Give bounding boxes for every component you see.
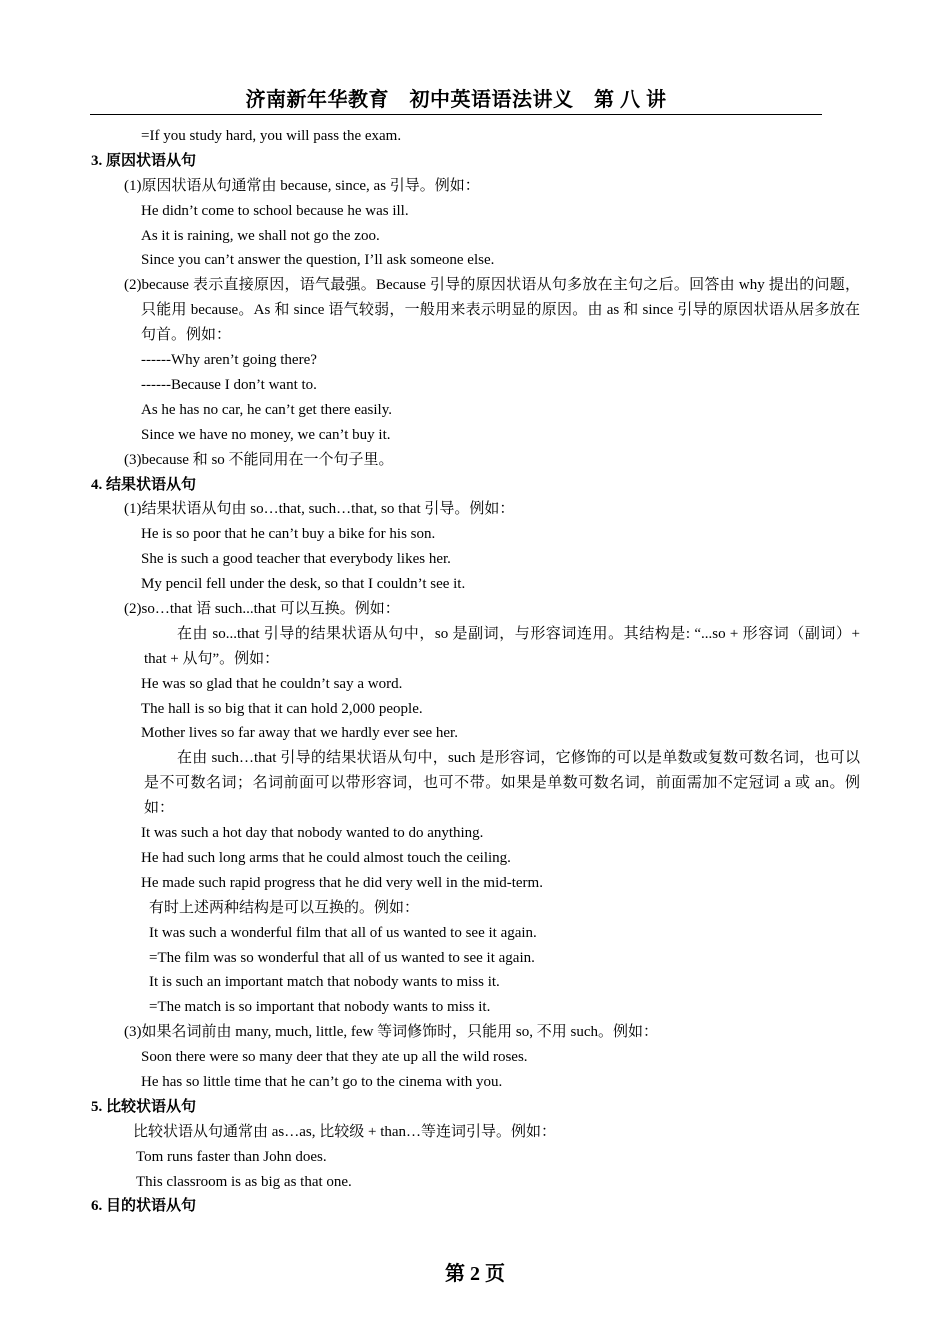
example-sentence: ------Because I don’t want to. (141, 376, 317, 393)
rule-item: (3)如果名词前由 many, much, little, few 等词修饰时，只能用 so, 不用 such。例如： (124, 1024, 658, 1041)
page-header: 济南新年华教育 初中英语语法讲义 第 八 讲 (90, 86, 822, 115)
example-sentence: As he has no car, he can’t get there easily. (141, 401, 392, 418)
section-heading: 4. 结果状语从句 (91, 476, 197, 493)
rule-item: (1)结果状语从句由 so…that, such…that, so that 引导。例如： (124, 501, 515, 518)
example-sentence: ------Why aren’t going there? (141, 352, 317, 369)
rule-item: (1)原因状语从句通常由 because, since, as 引导。例如： (124, 177, 480, 194)
section-heading: 6. 目的状语从句 (91, 1198, 197, 1215)
example-sentence: He has so little time that he can’t go to the cinema with you. (141, 1073, 503, 1090)
example-sentence: He didn’t come to school because he was ill. (141, 202, 409, 219)
example-sentence: He was so glad that he couldn’t say a word. (141, 675, 403, 692)
rule-item: (3)because 和 so 不能同用在一个句子里。 (124, 451, 394, 468)
example-sentence: Tom runs faster than John does. (136, 1148, 327, 1165)
example-sentence: She is such a good teacher that everybody likes her. (141, 551, 451, 568)
example-sentence: It was such a wonderful film that all of us wanted to see it again. (149, 924, 537, 941)
example-sentence: It is such an important match that nobody wants to miss it. (149, 974, 500, 991)
document-body (0, 124, 950, 1219)
example-sentence: He made such rapid progress that he did very well in the mid-term. (141, 874, 543, 891)
rule-paragraph: 在由 so...that 引导的结果状语从句中，so 是副词，与形容词连用。其结构是: “...so + 形容词（副词）+ that + 从句”。例如： (144, 625, 860, 667)
page-number: 第 2 页 (445, 1263, 505, 1285)
example-sentence: He is so poor that he can’t buy a bike for his son. (141, 526, 436, 543)
rule-note: 比较状语从句通常由 as…as, 比较级 + than…等连词引导。例如： (133, 1123, 557, 1140)
example-sentence: Soon there were so many deer that they ate up all the wild roses. (141, 1049, 528, 1066)
example-sentence: =The film was so wonderful that all of us wanted to see it again. (149, 949, 535, 966)
example-sentence: Mother lives so far away that we hardly ever see her. (141, 725, 458, 742)
section-heading: 3. 原因状语从句 (91, 152, 197, 169)
example-sentence: =If you study hard, you will pass the exam. (141, 128, 402, 144)
example-sentence: It was such a hot day that nobody wanted to do anything. (141, 825, 484, 842)
rule-item: (2)so…that 语 such...that 可以互换。例如： (124, 600, 400, 617)
example-sentence: He had such long arms that he could almost touch the ceiling. (141, 849, 511, 866)
example-sentence: The hall is so big that it can hold 2,000 people. (141, 700, 423, 717)
example-sentence: This classroom is as big as that one. (136, 1173, 352, 1190)
rule-note: 有时上述两种结构是可以互换的。例如： (149, 899, 420, 916)
example-sentence: As it is raining, we shall not go the zoo. (141, 227, 380, 244)
example-sentence: My pencil fell under the desk, so that I couldn’t see it. (141, 576, 466, 593)
example-sentence: Since you can’t answer the question, I’ll ask someone else. (141, 252, 495, 269)
example-sentence: Since we have no money, we can’t buy it. (141, 426, 391, 443)
rule-paragraph: (2)because 表示直接原因，语气最强。Because 引导的原因状语从句多放在主句之后。回答由 why 提出的问题，只能用 because。As 和 since 语气较弱，一般用来表示明显的原因。由 as 和 since 引导的原因状语从居多放在句首。例如： (124, 277, 860, 344)
example-sentence: =The match is so important that nobody wants to miss it. (149, 999, 491, 1016)
rule-paragraph: 在由 such…that 引导的结果状语从句中，such 是形容词，它修饰的可以是单数或复数可数名词，也可以是不可数名词；名词前面可以带形容词，也可不带。如果是单数可数名词，前面需加不定冠词 a 或 an。例如： (144, 750, 860, 817)
section-heading: 5. 比较状语从句 (91, 1098, 197, 1115)
